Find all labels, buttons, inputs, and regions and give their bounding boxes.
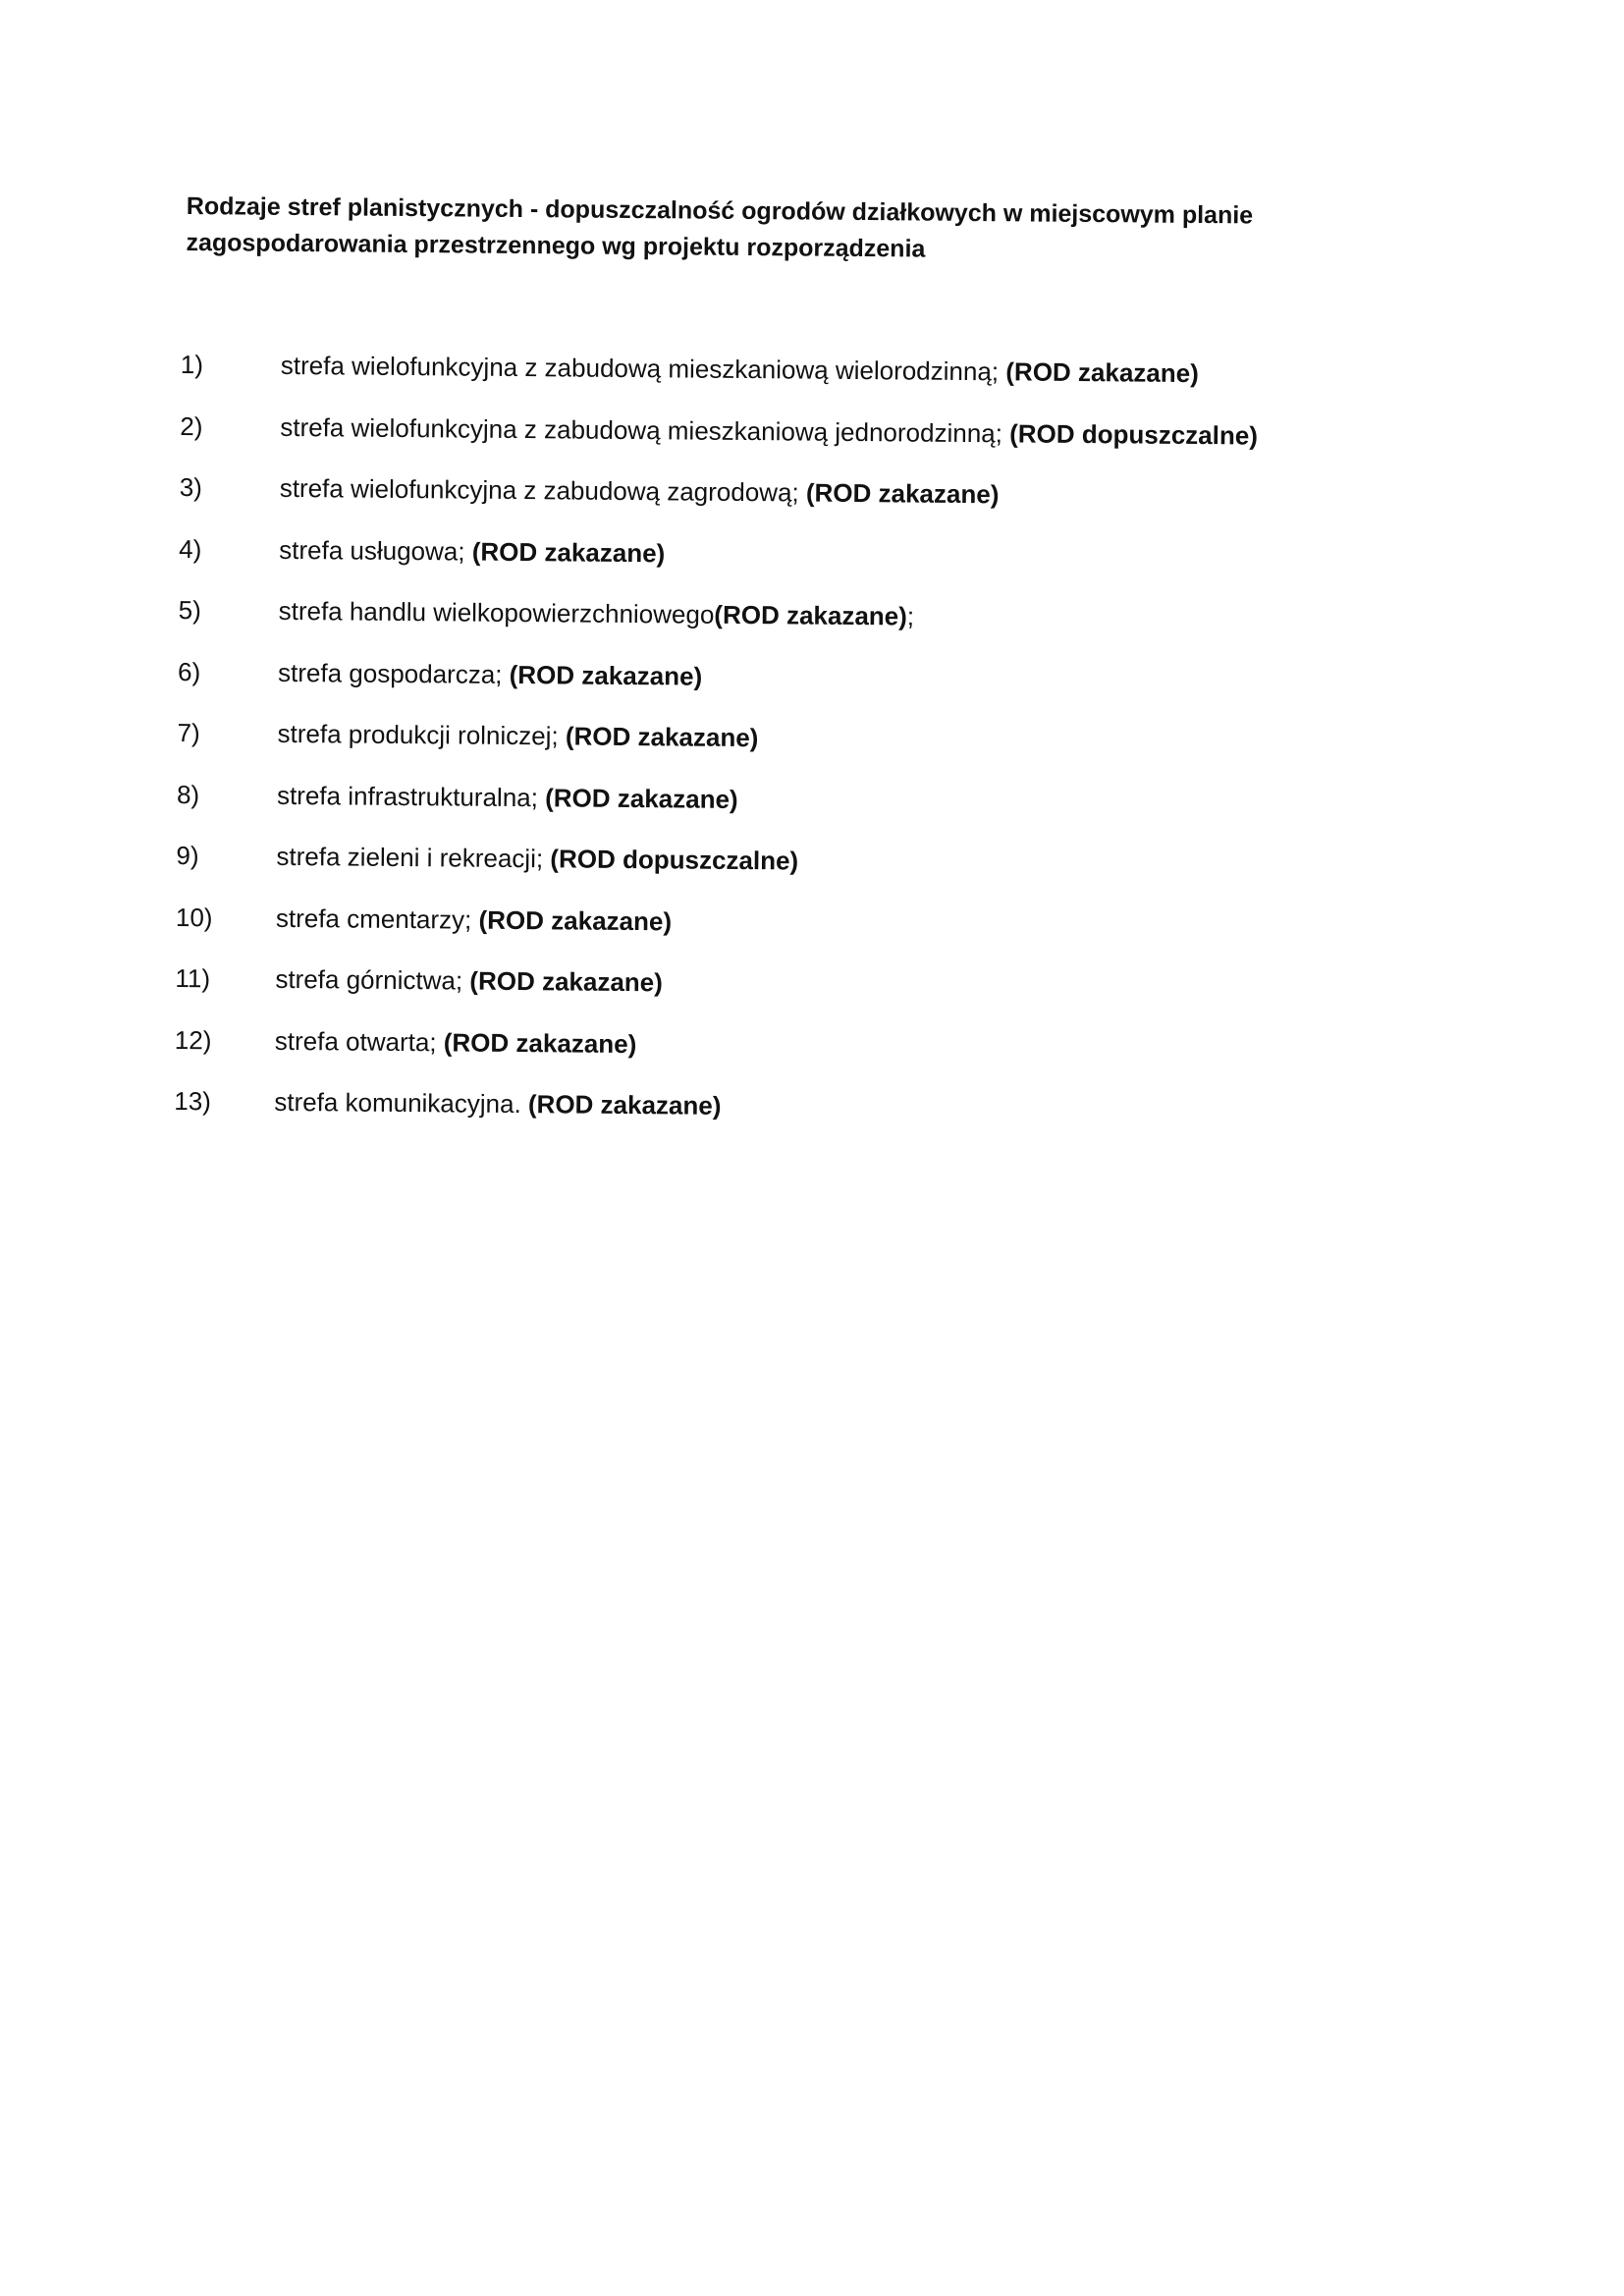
item-content <box>278 657 702 691</box>
rod-status: (ROD zakazane) <box>545 782 738 814</box>
item-content <box>277 780 738 814</box>
rod-status: (ROD zakazane) <box>1005 356 1199 389</box>
zone-name: strefa komunikacyjna. <box>274 1086 529 1120</box>
item-number: 4) <box>179 533 202 564</box>
item-number: 13) <box>174 1085 212 1117</box>
item-number: 3) <box>179 471 203 503</box>
item-content <box>276 842 798 877</box>
zone-name: strefa handlu wielkopowierzchniowego <box>278 595 715 629</box>
rod-status: (ROD zakazane) <box>714 599 907 631</box>
zone-name: strefa otwarta; <box>274 1025 444 1057</box>
zone-name: strefa górnictwa; <box>275 963 470 996</box>
list-item <box>179 533 1406 605</box>
rod-status: (ROD zakazane) <box>478 904 673 936</box>
list-item <box>176 902 1403 973</box>
rod-status: (ROD zakazane) <box>527 1089 722 1121</box>
item-number: 5) <box>178 594 201 626</box>
item-number: 7) <box>177 717 200 748</box>
item-number: 10) <box>175 902 213 932</box>
rod-status: (ROD zakazane) <box>805 477 1000 510</box>
document-title: Rodzaje stref planistycznych - dopuszczalność ogrodów działkowych w miejscowym planie zagospodarowania przestrzennego wg projektu rozporządzenia <box>186 191 1254 263</box>
list-item <box>174 1024 1401 1096</box>
rod-status: (ROD zakazane) <box>469 965 664 998</box>
list-item <box>178 595 1405 667</box>
item-suffix: ; <box>906 601 915 631</box>
item-number: 6) <box>178 656 201 686</box>
item-content <box>277 719 758 753</box>
rod-status: (ROD zakazane) <box>509 659 703 691</box>
zone-name: strefa produkcji rolniczej; <box>277 718 567 751</box>
list-item <box>176 841 1403 912</box>
item-content <box>275 1025 637 1059</box>
list-item <box>174 1086 1401 1158</box>
list-item <box>179 472 1406 544</box>
list-item <box>177 779 1404 850</box>
zone-name: strefa cmentarzy; <box>275 902 479 935</box>
zone-name: strefa gospodarcza; <box>278 657 510 689</box>
planning-zones-list <box>174 350 1408 1158</box>
item-number: 8) <box>176 779 200 809</box>
rod-status: (ROD dopuszczalne) <box>1009 417 1259 451</box>
list-item <box>180 350 1407 421</box>
item-content <box>281 351 1199 389</box>
list-item <box>178 656 1405 728</box>
item-content <box>276 902 672 937</box>
item-content <box>279 534 665 568</box>
list-item <box>175 963 1402 1035</box>
zone-name: strefa infrastrukturalna; <box>276 780 546 812</box>
rod-status: (ROD zakazane) <box>443 1026 637 1059</box>
item-content <box>279 596 915 632</box>
rod-status: (ROD zakazane) <box>565 721 759 753</box>
item-content <box>275 964 663 998</box>
zone-name: strefa wielofunkcyjna z zabudową mieszkaniową jednorodzinną; <box>280 411 1010 448</box>
item-number: 12) <box>174 1024 212 1055</box>
item-content <box>280 473 1000 510</box>
item-number: 1) <box>180 350 204 380</box>
zone-name: strefa usługowa; <box>279 534 472 567</box>
item-number: 2) <box>180 410 203 441</box>
list-item <box>177 718 1404 790</box>
item-content <box>274 1087 721 1121</box>
rod-status: (ROD dopuszczalne) <box>550 844 799 876</box>
list-item <box>180 410 1407 482</box>
item-number: 9) <box>176 840 199 871</box>
zone-name: strefa wielofunkcyjna z zabudową mieszkaniową wielorodzinną; <box>280 350 1006 387</box>
zone-name: strefa zieleni i rekreacji; <box>276 841 551 874</box>
rod-status: (ROD zakazane) <box>471 536 666 568</box>
zone-name: strefa wielofunkcyjna z zabudową zagrodową; <box>279 472 807 508</box>
item-number: 11) <box>175 962 211 994</box>
